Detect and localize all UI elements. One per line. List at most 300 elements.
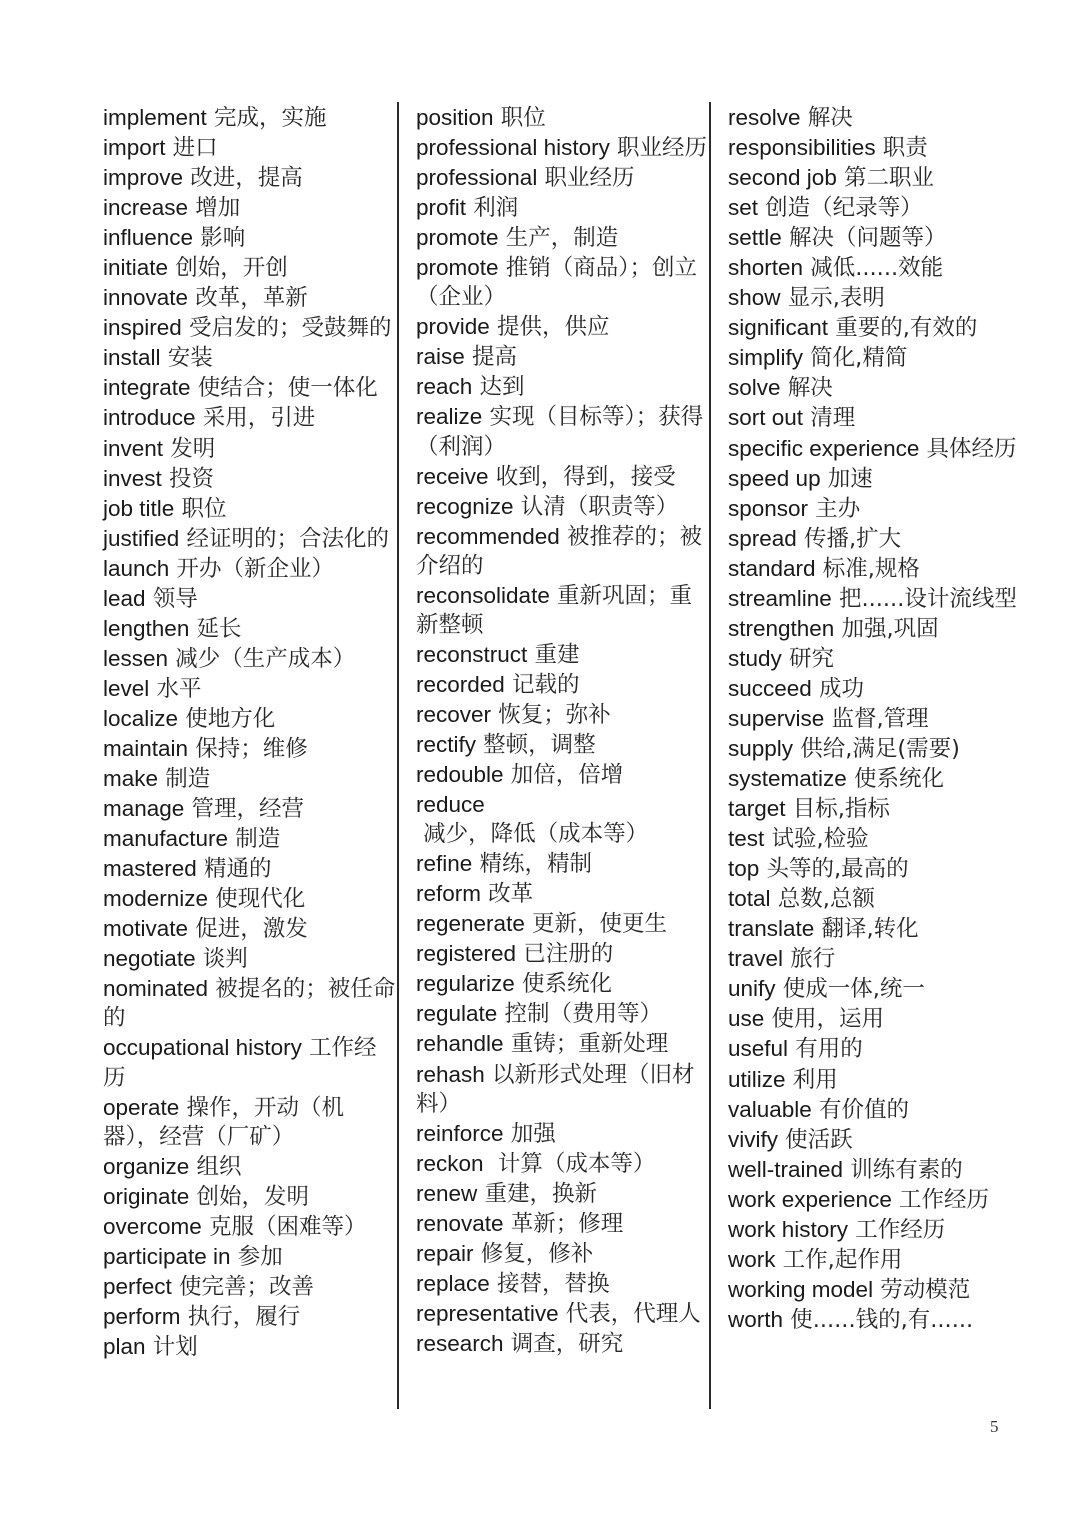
entry-meaning: 使系统化 — [853, 766, 944, 793]
entry-word: participate in — [103, 1243, 231, 1269]
entry-word: promote — [416, 255, 499, 281]
vocabulary-entry — [103, 554, 399, 584]
entry-word: speed up — [728, 465, 821, 491]
vocabulary-entry — [728, 1305, 1024, 1335]
vocabulary-entry — [728, 313, 1024, 343]
vocabulary-entry — [416, 730, 712, 760]
entry-word: recognize — [416, 493, 514, 519]
vocabulary-entry — [728, 944, 1024, 974]
vocabulary-entry — [103, 1212, 399, 1242]
entry-word: repair — [416, 1240, 474, 1266]
entry-meaning: 创造（纪录等） — [765, 195, 923, 222]
entry-word: operate — [103, 1094, 180, 1120]
vocabulary-entry — [728, 1155, 1024, 1185]
column-divider — [397, 102, 399, 1409]
entry-meaning: 调查，研究 — [510, 1330, 624, 1357]
entry-meaning: 总数,总额 — [777, 886, 875, 913]
entry-meaning: 供给,满足(需要) — [800, 735, 960, 762]
entry-meaning: 恢复；弥补 — [498, 701, 611, 728]
entry-meaning: 使地方化 — [185, 705, 276, 732]
entry-word: significant — [728, 315, 829, 341]
entry-meaning: 安装 — [167, 345, 213, 372]
entry-word: provide — [416, 314, 490, 340]
entry-word: set — [728, 195, 759, 221]
entry-word: regularize — [416, 971, 515, 997]
entry-word: work history — [728, 1216, 849, 1242]
vocabulary-entry — [416, 939, 712, 969]
vocabulary-entry — [103, 854, 399, 884]
entry-meaning: 操作，开动（机器），经营（厂矿） — [103, 1094, 344, 1150]
vocabulary-entry — [728, 794, 1024, 824]
entry-word: regenerate — [416, 911, 525, 937]
vocabulary-entry — [728, 1125, 1024, 1155]
entry-word: recover — [416, 701, 492, 727]
vocabulary-entry — [728, 524, 1024, 554]
vocabulary-entry — [416, 1299, 712, 1329]
entry-meaning: 克服（困难等） — [208, 1213, 367, 1240]
entry-meaning: 职责 — [882, 135, 928, 162]
entry-word: improve — [103, 165, 184, 191]
vocabulary-column-3 — [728, 103, 1024, 1335]
entry-meaning: 研究 — [788, 645, 834, 672]
entry-word: professional history — [416, 135, 610, 161]
vocabulary-entry — [728, 734, 1024, 764]
entry-word: regulate — [416, 1001, 498, 1027]
entry-word: renew — [416, 1180, 478, 1206]
entry-meaning: 重建 — [534, 641, 580, 668]
entry-word: work experience — [728, 1186, 892, 1212]
entry-word: implement — [103, 105, 207, 130]
entry-word: shorten — [728, 255, 804, 281]
entry-meaning: 工作经历 — [855, 1216, 946, 1243]
vocabulary-entry — [103, 434, 399, 464]
entry-meaning: 创始，开创 — [175, 255, 288, 282]
entry-meaning: 有用的 — [795, 1036, 863, 1063]
vocabulary-entry — [728, 1185, 1024, 1215]
entry-meaning: 重新巩固；重新整顿 — [416, 582, 693, 638]
entry-meaning: 延长 — [196, 615, 242, 642]
entry-meaning: 修复，修补 — [480, 1240, 594, 1267]
vocabulary-entry — [728, 674, 1024, 704]
entry-meaning: 头等的,最高的 — [766, 856, 909, 883]
vocabulary-entry — [416, 1029, 712, 1059]
vocabulary-entry — [103, 223, 399, 253]
entry-word: sponsor — [728, 495, 809, 521]
vocabulary-entry — [103, 524, 399, 554]
entry-meaning: 职业经历 — [617, 135, 708, 162]
entry-meaning: 完成，实施 — [213, 105, 327, 131]
vocabulary-entry — [728, 1215, 1024, 1245]
entry-word: simplify — [728, 345, 804, 371]
entry-word: show — [728, 285, 781, 311]
entry-meaning: 实现（目标等）；获得（利润） — [416, 404, 704, 460]
vocabulary-entry — [103, 824, 399, 854]
vocabulary-entry — [103, 403, 399, 433]
entry-word: occupational history — [103, 1035, 302, 1061]
entry-meaning: 解决 — [807, 105, 853, 131]
entry-meaning: 影响 — [200, 225, 246, 252]
entry-meaning: 生产，制造 — [505, 225, 619, 252]
entry-word: use — [728, 1006, 765, 1032]
entry-meaning: 目标,指标 — [792, 796, 890, 823]
entry-word: profit — [416, 195, 467, 221]
vocabulary-entry — [103, 1033, 399, 1092]
entry-meaning: 进口 — [172, 135, 218, 162]
vocabulary-entry — [416, 1239, 712, 1269]
vocabulary-entry — [728, 764, 1024, 794]
vocabulary-entry — [103, 884, 399, 914]
entry-word: standard — [728, 555, 816, 581]
entry-meaning: 加强 — [510, 1120, 556, 1147]
entry-meaning: 加倍，倍增 — [510, 762, 624, 789]
entry-word: promote — [416, 225, 499, 251]
entry-meaning: 重要的,有效的 — [835, 315, 978, 342]
vocabulary-entry — [103, 253, 399, 283]
vocabulary-entry — [728, 133, 1024, 163]
vocabulary-entry — [416, 849, 712, 879]
entry-word: sort out — [728, 405, 804, 431]
entry-word: utilize — [728, 1066, 786, 1092]
vocabulary-entry — [103, 614, 399, 644]
vocabulary-entry — [728, 914, 1024, 944]
entry-meaning: 简化,精简 — [810, 345, 908, 372]
entry-meaning: 工作经历 — [103, 1035, 377, 1091]
entry-word: introduce — [103, 405, 196, 431]
vocabulary-entry — [728, 163, 1024, 193]
entry-word: replace — [416, 1270, 490, 1296]
entry-word: useful — [728, 1036, 789, 1062]
entry-word: mastered — [103, 856, 197, 882]
entry-meaning: 减少，降低（成本等） — [423, 821, 649, 848]
vocabulary-entry — [728, 1034, 1024, 1064]
entry-word: spread — [728, 525, 797, 551]
entry-word: launch — [103, 555, 170, 581]
entry-word: supervise — [728, 705, 825, 731]
entry-meaning: 水平 — [156, 675, 202, 702]
entry-word: rectify — [416, 731, 477, 757]
entry-meaning: 更新，使更生 — [532, 911, 668, 938]
entry-word: nominated — [103, 976, 209, 1002]
entry-word: reduce — [416, 792, 485, 818]
entry-meaning: 创始，发明 — [196, 1183, 309, 1210]
entry-word: translate — [728, 916, 815, 942]
vocabulary-entry — [728, 704, 1024, 734]
vocabulary-entry — [416, 879, 712, 909]
entry-meaning: 已注册的 — [523, 941, 614, 968]
entry-meaning: 显示,表明 — [787, 285, 885, 312]
entry-meaning: 使......钱的,有...... — [790, 1306, 974, 1333]
entry-word: valuable — [728, 1096, 812, 1122]
entry-meaning: 促进，激发 — [195, 916, 308, 943]
entry-meaning: 劳动模范 — [880, 1276, 971, 1303]
entry-word: worth — [728, 1306, 784, 1332]
entry-meaning: 有价值的 — [818, 1096, 909, 1123]
entry-meaning: 解决（问题等） — [788, 225, 947, 252]
entry-word: responsibilities — [728, 135, 876, 161]
entry-word: recorded — [416, 671, 505, 697]
entry-word: lengthen — [103, 615, 190, 641]
vocabulary-entry — [728, 824, 1024, 854]
vocabulary-entry — [728, 1065, 1024, 1095]
entry-word: invest — [103, 465, 162, 491]
entry-word: receive — [416, 463, 489, 489]
entry-meaning: 计算（成本等） — [490, 1150, 656, 1177]
vocabulary-entry — [728, 403, 1024, 433]
entry-word: representative — [416, 1300, 559, 1326]
entry-word: systematize — [728, 766, 847, 792]
entry-meaning: 发明 — [170, 435, 216, 462]
entry-meaning: 采用，引进 — [202, 405, 316, 432]
entry-word: study — [728, 645, 782, 671]
vocabulary-entry — [728, 253, 1024, 283]
entry-meaning: 参加 — [237, 1243, 283, 1270]
entry-word: plan — [103, 1333, 146, 1359]
entry-word: realize — [416, 404, 483, 430]
entry-word: justified — [103, 525, 180, 551]
vocabulary-entry — [416, 1329, 712, 1359]
entry-meaning: 改革 — [488, 881, 534, 908]
vocabulary-entry — [416, 223, 712, 253]
entry-meaning: 革新；修理 — [510, 1210, 624, 1237]
vocabulary-entry — [416, 760, 712, 790]
vocabulary-entry — [728, 464, 1024, 494]
vocabulary-entry — [103, 974, 399, 1033]
entry-word: travel — [728, 946, 784, 972]
vocabulary-entry — [416, 1209, 712, 1239]
entry-word: raise — [416, 344, 465, 370]
vocabulary-entry — [103, 1182, 399, 1212]
entry-meaning: 管理，经营 — [191, 796, 304, 823]
vocabulary-entry — [416, 790, 712, 849]
entry-meaning: 使成一体,统一 — [782, 976, 925, 1003]
entry-meaning: 使系统化 — [521, 971, 612, 998]
entry-word: streamline — [728, 585, 832, 611]
entry-meaning: 试验,检验 — [771, 826, 869, 853]
vocabulary-entry — [416, 372, 712, 402]
vocabulary-entry — [103, 734, 399, 764]
vocabulary-entry — [103, 644, 399, 674]
entry-word: rehash — [416, 1061, 485, 1087]
entry-meaning: 职业经历 — [544, 165, 635, 192]
entry-meaning: 收到，得到，接受 — [495, 463, 676, 490]
entry-word: total — [728, 886, 771, 912]
vocabulary-entry — [103, 163, 399, 193]
vocabulary-entry — [416, 909, 712, 939]
entry-word: increase — [103, 195, 189, 221]
entry-word: influence — [103, 225, 194, 251]
entry-meaning: 保持；维修 — [195, 735, 308, 762]
vocabulary-entry — [416, 670, 712, 700]
vocabulary-entry — [728, 884, 1024, 914]
entry-meaning: 精练，精制 — [479, 851, 592, 878]
entry-meaning: 监督,管理 — [831, 705, 929, 732]
entry-word: manage — [103, 796, 185, 822]
entry-meaning: 使用，运用 — [771, 1006, 884, 1033]
entry-meaning: 以新形式处理（旧材料） — [416, 1061, 695, 1117]
entry-meaning: 计划 — [152, 1333, 198, 1360]
entry-word: refine — [416, 851, 473, 877]
entry-word: integrate — [103, 375, 191, 401]
entry-meaning: 重铸；重新处理 — [510, 1031, 669, 1058]
vocabulary-entry — [728, 494, 1024, 524]
vocabulary-entry — [103, 1152, 399, 1182]
entry-word: recommended — [416, 523, 560, 549]
entry-meaning: 提高 — [471, 344, 517, 371]
entry-word: originate — [103, 1183, 190, 1209]
entry-word: perfect — [103, 1273, 172, 1299]
vocabulary-entry — [103, 133, 399, 163]
entry-word: import — [103, 135, 166, 161]
page-number: 5 — [990, 1417, 999, 1436]
entry-meaning: 成功 — [818, 675, 864, 702]
vocabulary-entry — [416, 193, 712, 223]
entry-word: reinforce — [416, 1120, 504, 1146]
vocabulary-entry — [103, 1242, 399, 1272]
entry-meaning: 经证明的；合法化的 — [186, 525, 389, 552]
vocabulary-entry — [416, 1269, 712, 1299]
vocabulary-entry — [103, 794, 399, 824]
entry-word: professional — [416, 165, 538, 191]
entry-meaning: 执行，履行 — [187, 1303, 301, 1330]
entry-word: negotiate — [103, 946, 196, 972]
entry-word: reconsolidate — [416, 582, 550, 608]
entry-word: reform — [416, 881, 482, 907]
entry-meaning: 使活跃 — [785, 1126, 853, 1153]
vocabulary-entry — [103, 1332, 399, 1362]
entry-meaning: 加速 — [827, 465, 873, 492]
entry-word: registered — [416, 941, 517, 967]
entry-meaning: 第二职业 — [844, 165, 935, 192]
entry-word: innovate — [103, 285, 189, 311]
entry-word: top — [728, 856, 760, 882]
entry-meaning: 接替，替换 — [496, 1270, 610, 1297]
entry-meaning: 旅行 — [790, 946, 836, 973]
entry-word: test — [728, 826, 765, 852]
entry-meaning: 减少（生产成本） — [175, 645, 356, 672]
vocabulary-entry — [728, 434, 1024, 464]
entry-meaning: 被推荐的；被介绍的 — [416, 523, 702, 579]
entry-meaning: 职位 — [181, 495, 227, 522]
vocabulary-entry — [416, 312, 712, 342]
entry-word: initiate — [103, 255, 169, 281]
entry-word: localize — [103, 705, 179, 731]
vocabulary-entry — [103, 704, 399, 734]
entry-word: resolve — [728, 105, 801, 130]
vocabulary-entry — [416, 522, 712, 581]
entry-word: work — [728, 1246, 776, 1272]
vocabulary-entry — [728, 584, 1024, 614]
entry-meaning: 改进，提高 — [190, 165, 303, 192]
entry-word: strengthen — [728, 615, 835, 641]
entry-word: job title — [103, 495, 175, 521]
entry-word: inspired — [103, 315, 182, 341]
entry-word: lessen — [103, 645, 169, 671]
entry-meaning: 受启发的；受鼓舞的 — [188, 315, 392, 342]
vocabulary-entry — [728, 854, 1024, 884]
entry-word: rehandle — [416, 1031, 504, 1057]
entry-word: settle — [728, 225, 782, 251]
entry-meaning: 改革，革新 — [195, 285, 308, 312]
entry-meaning: 工作经历 — [898, 1186, 989, 1213]
vocabulary-entry — [103, 283, 399, 313]
vocabulary-entry — [103, 313, 399, 343]
entry-meaning: 被提名的；被任命的 — [103, 976, 396, 1032]
vocabulary-entry — [728, 554, 1024, 584]
entry-word: supply — [728, 735, 794, 761]
entry-word: motivate — [103, 916, 189, 942]
entry-word: maintain — [103, 735, 189, 761]
vocabulary-entry — [103, 914, 399, 944]
entry-meaning: 具体经历 — [926, 435, 1017, 462]
entry-meaning: 开办（新企业） — [176, 555, 334, 582]
entry-word: specific experience — [728, 435, 920, 461]
vocabulary-entry — [416, 342, 712, 372]
vocabulary-entry — [416, 492, 712, 522]
vocabulary-entry — [728, 343, 1024, 373]
entry-word: manufacture — [103, 826, 229, 852]
entry-meaning: 主办 — [815, 495, 861, 522]
entry-word: solve — [728, 375, 781, 401]
entry-meaning: 使现代化 — [215, 886, 306, 913]
vocabulary-entry — [103, 584, 399, 614]
entry-meaning: 领导 — [152, 585, 198, 612]
entry-word: perform — [103, 1303, 181, 1329]
vocabulary-entry — [416, 999, 712, 1029]
entry-meaning: 训练有素的 — [850, 1156, 963, 1183]
vocabulary-entry — [103, 464, 399, 494]
entry-word: organize — [103, 1153, 190, 1179]
vocabulary-column-1 — [103, 103, 399, 1362]
entry-meaning: 提供，供应 — [496, 314, 610, 341]
vocabulary-entry — [416, 103, 712, 133]
entry-meaning: 清理 — [810, 405, 856, 432]
vocabulary-entry — [103, 1093, 399, 1152]
entry-meaning: 职位 — [500, 105, 546, 131]
vocabulary-entry — [103, 103, 399, 133]
vocabulary-entry — [103, 674, 399, 704]
entry-word: install — [103, 345, 161, 371]
entry-meaning: 整顿，调整 — [483, 731, 596, 758]
entry-word: invent — [103, 435, 164, 461]
entry-word: lead — [103, 585, 146, 611]
entry-meaning: 认清（职责等） — [520, 493, 679, 520]
entry-meaning: 利润 — [473, 195, 519, 222]
entry-meaning: 控制（费用等） — [504, 1001, 662, 1028]
vocabulary-entry — [103, 944, 399, 974]
entry-word: position — [416, 105, 494, 130]
entry-meaning: 传播,扩大 — [803, 525, 902, 552]
vocabulary-entry — [416, 640, 712, 670]
vocabulary-entry — [416, 402, 712, 461]
vocabulary-entry — [416, 253, 712, 312]
entry-word: vivify — [728, 1126, 778, 1152]
vocabulary-entry — [728, 1095, 1024, 1125]
entry-meaning: 达到 — [479, 374, 525, 401]
entry-word: research — [416, 1330, 504, 1356]
vocabulary-entry — [416, 969, 712, 999]
entry-meaning: 使完善；改善 — [178, 1273, 314, 1300]
entry-meaning: 增加 — [195, 195, 241, 222]
vocabulary-entry — [416, 163, 712, 193]
entry-meaning: 工作,起作用 — [782, 1246, 903, 1273]
entry-word: renovate — [416, 1210, 504, 1236]
entry-meaning: 重建，换新 — [484, 1180, 597, 1207]
vocabulary-entry — [728, 1245, 1024, 1275]
entry-word: unify — [728, 976, 776, 1002]
vocabulary-entry — [416, 1119, 712, 1149]
vocabulary-entry — [416, 1179, 712, 1209]
vocabulary-entry — [728, 974, 1024, 1004]
